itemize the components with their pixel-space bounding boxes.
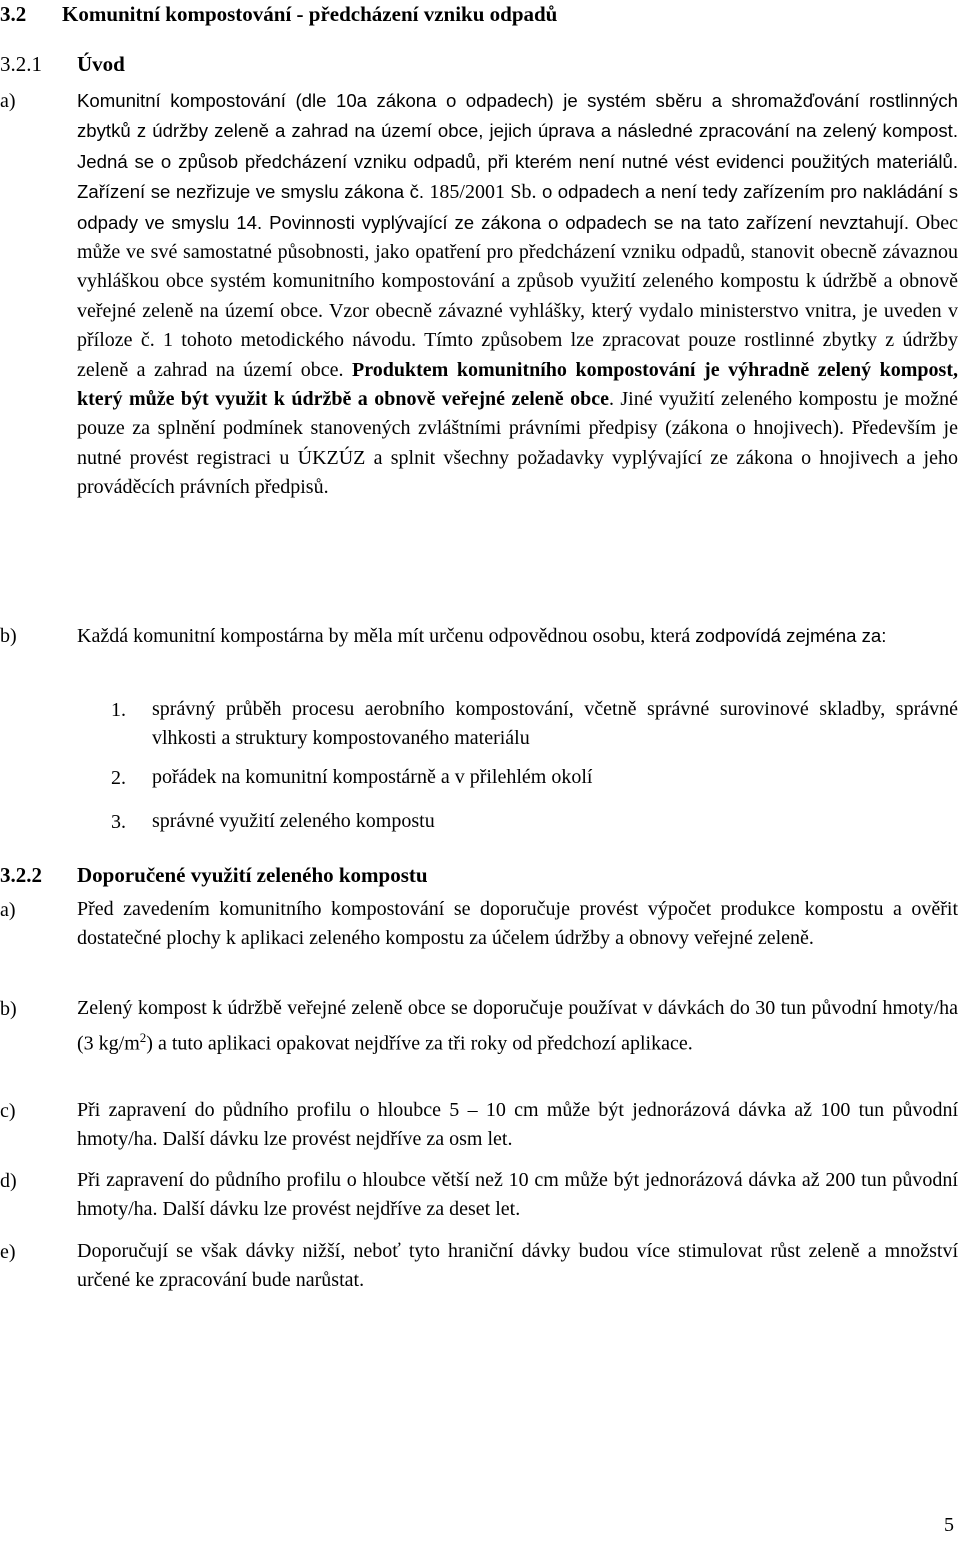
paragraph-usage-d bbox=[0, 1166, 958, 1225]
text-run: . Jiné využití zeleného kompostu je možné pouze za splnění podmínek stanovených zvláštními právními předpisy (zákona o hnojivech). Především je nutné provést registraci u ÚKZÚZ a splnit všechny požadavky vyplývající ze zákona o hnojivech a jeho prováděcích právních předpisů. bbox=[77, 388, 958, 499]
item-marker: c) bbox=[0, 1100, 16, 1122]
list-item bbox=[111, 763, 958, 792]
item-marker: b) bbox=[0, 998, 17, 1020]
text-run: Komunitní kompostování (dle 10a zákona o odpadech) je systém sběru a shromažďování rostlinných zbytků z údržby zeleně a zahrad na území obce, jejich úprava a následné zpracování na zelený kompost. Jedná se o způsob předcházení vzniku odpadů, při kterém není nutné vést evidenci použitých materiálů. Zařízení se nezřizuje ve smyslu zákona č. bbox=[77, 90, 958, 203]
section-title: Komunitní kompostování - předcházení vzniku odpadů bbox=[62, 2, 558, 26]
text-run: 185/2001 Sb. bbox=[424, 181, 537, 204]
section-heading bbox=[0, 2, 557, 26]
paragraph-text: Před zavedením komunitního kompostování se doporučuje provést výpočet produkce kompostu a ověřit dostatečné plochy k aplikaci zeleného kompostu za účelem údržby a obnovy veřejné zeleně. bbox=[77, 898, 958, 950]
paragraph-text bbox=[77, 994, 958, 1059]
text-run: zodpovídá zejména za: bbox=[695, 625, 887, 646]
paragraph-usage-e bbox=[0, 1237, 958, 1296]
paragraph-text: Při zapravení do půdního profilu o hloubce větší než 10 cm může být jednorázová dávka až 200 tun původní hmoty/ha. Další dávku lze provést nejdříve za deset let. bbox=[77, 1169, 958, 1221]
paragraph-text bbox=[77, 621, 958, 651]
subsection-title: Doporučené využití zeleného kompostu bbox=[77, 863, 428, 887]
bold-text: Produktem komunitního kompostování je výhradně zelený kompost, který může být využit k údržbě a obnově veřejné zeleně obce bbox=[77, 358, 958, 411]
text-run: Každá komunitní kompostárna by měla mít určenu odpovědnou osobu, která bbox=[77, 625, 696, 647]
text-run: ) a tuto aplikaci opakovat nejdříve za tři roky od předchozí aplikace. bbox=[146, 1033, 693, 1056]
item-marker: e) bbox=[0, 1241, 16, 1263]
list-number: 2. bbox=[111, 767, 126, 789]
list-number: 1. bbox=[111, 699, 126, 721]
list-item bbox=[111, 807, 958, 836]
text-run: Obec může ve své samostatné působnosti, jako opatření pro předcházení vzniku odpadů, stanovit obecně závaznou vyhláškou obce systém komunitního kompostování a způsob využití zeleného kompostu k údržbě a obnově veřejné zeleně na území obce. Vzor obecně závazné vyhlášky, který vydalo ministerstvo vnitra, je uveden v příloze č. 1 tohoto metodického návodu. Tímto způsobem lze zpracovat pouze rostlinné zbytky z údržby zeleně a zahrad na území obce. bbox=[77, 211, 958, 381]
text-run: Zelený kompost k údržbě veřejné zeleně obce se doporučuje používat v dávkách do 30 tun původní hmoty/ha (3 kg/m bbox=[77, 997, 958, 1056]
subsection-title: Úvod bbox=[77, 52, 125, 76]
list-number: 3. bbox=[111, 811, 126, 833]
item-marker: a) bbox=[0, 90, 16, 112]
subsection-heading-intro bbox=[0, 52, 125, 76]
list-text: správné využití zeleného kompostu bbox=[152, 810, 435, 832]
paragraph-usage-c bbox=[0, 1096, 958, 1155]
page-number: 5 bbox=[944, 1514, 954, 1536]
section-number: 3.2 bbox=[0, 2, 27, 26]
list-text: správný průběh procesu aerobního kompostování, včetně správné surovinové skladby, správné vlhkosti a struktury kompostovaného materiálu bbox=[152, 698, 958, 750]
paragraph-text bbox=[77, 86, 958, 503]
paragraph-a-intro bbox=[0, 86, 958, 503]
subsection-heading-usage bbox=[0, 863, 428, 887]
item-marker: b) bbox=[0, 625, 17, 647]
paragraph-usage-a bbox=[0, 895, 958, 954]
text-run: o odpadech a není tedy zařízením pro nakládání s odpady ve smyslu 14. Povinnosti vyplývající ze zákona o odpadech se na tato zařízení nevztahují. bbox=[77, 181, 959, 233]
superscript: 2 bbox=[139, 1030, 147, 1046]
paragraph-b-responsibility bbox=[0, 621, 958, 651]
item-marker: a) bbox=[0, 899, 16, 921]
item-marker: d) bbox=[0, 1170, 17, 1192]
subsection-number: 3.2.1 bbox=[0, 52, 42, 76]
subsection-number: 3.2.2 bbox=[0, 863, 42, 887]
paragraph-text: Při zapravení do půdního profilu o hloubce 5 – 10 cm může být jednorázová dávka až 100 tun původní hmoty/ha. Další dávku lze provést nejdříve za osm let. bbox=[77, 1099, 958, 1151]
paragraph-usage-b bbox=[0, 994, 958, 1059]
list-item bbox=[111, 695, 958, 754]
paragraph-text: Doporučují se však dávky nižší, neboť tyto hraniční dávky budou více stimulovat růst zeleně a množství určené ke zpracování bude narůstat. bbox=[77, 1240, 958, 1292]
list-text: pořádek na komunitní kompostárně a v přilehlém okolí bbox=[152, 766, 593, 788]
